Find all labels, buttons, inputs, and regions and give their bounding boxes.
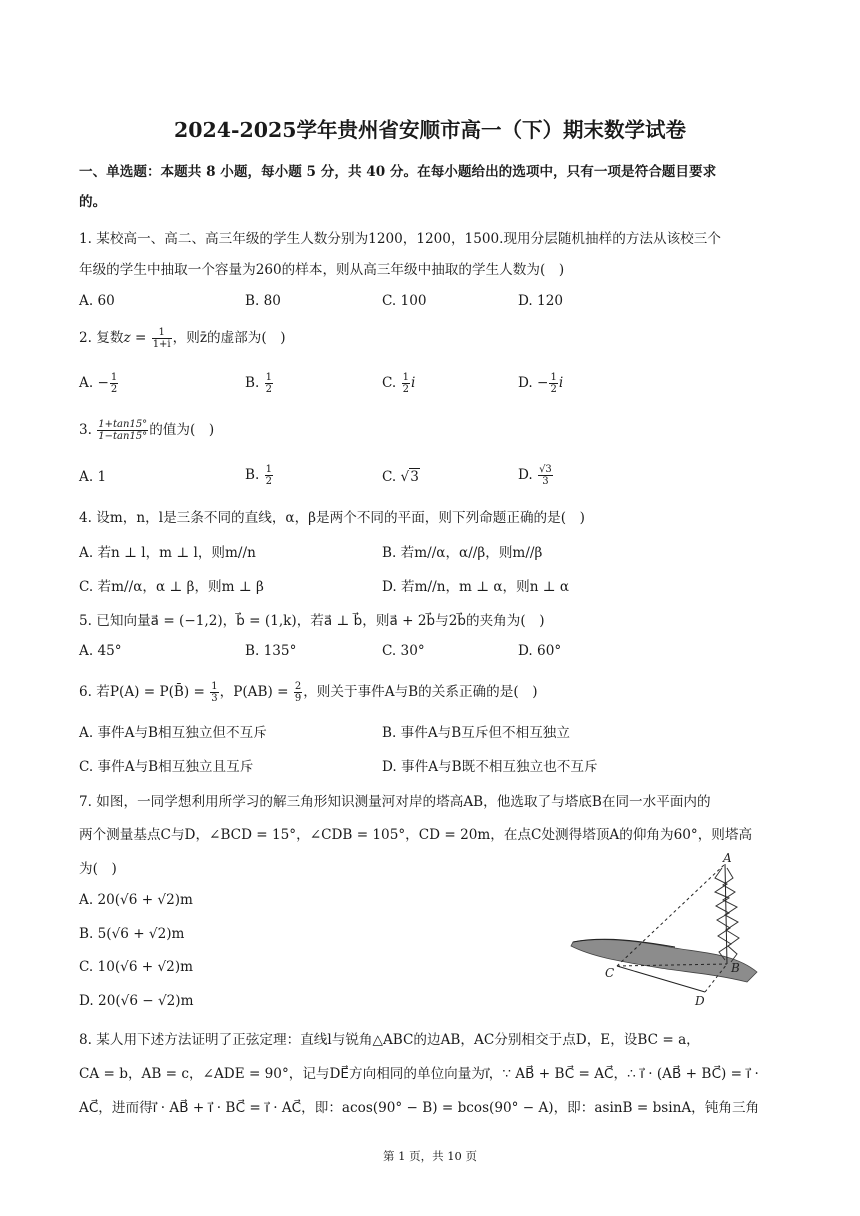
q2-prefix: 2. 复数 (79, 330, 124, 346)
q2-option-d-label: D. − (518, 375, 549, 391)
q2-var: z = (123, 330, 151, 346)
q3-option-b-label: B. (245, 467, 264, 483)
q1-option-b: B. 80 (245, 293, 281, 309)
q2-option-c-label: C. (382, 375, 401, 391)
q5-option-b: B. 135° (245, 643, 297, 659)
question-7-text-cont: 两个测量基点C与D，∠BCD = 15°，∠CDB = 105°，CD = 20m，在点C处测得塔顶A的仰角为60°，则塔高 (79, 827, 753, 843)
q4-option-c: C. 若m//α，α ⊥ β，则m ⊥ β (79, 579, 264, 595)
question-3-text (79, 418, 214, 442)
q3-option-c-radicand: 3 (410, 469, 419, 485)
q6-option-d: D. 事件A与B既不相互独立也不互斥 (382, 759, 598, 775)
label-b: B (731, 961, 740, 975)
q2-option-a (79, 372, 119, 395)
question-4-text: 4. 设m，n，l是三条不同的直线，α，β是两个不同的平面，则下列命题正确的是( ) (79, 510, 585, 526)
q4-option-b: B. 若m//α，α//β，则m//β (382, 545, 543, 561)
q2-option-c-frac (402, 372, 410, 395)
q3-fraction (97, 419, 148, 442)
q2-option-b-frac (265, 372, 273, 395)
section-heading-cont: 的。 (79, 194, 107, 210)
q3-option-c-label: C. √ (382, 469, 410, 485)
question-8-text-cont: CA = b，AB = c，∠ADE = 90°，记与DE⃗方向相同的单位向量为i⃗，∵ AB⃗ + BC⃗ = AC⃗，∴ i⃗ · (AB⃗ + BC⃗) = i⃗ · (79, 1066, 759, 1082)
frac-num: 1 (265, 372, 273, 383)
q5-option-c: C. 30° (382, 643, 425, 659)
q7-option-a: A. 20(√6 + √2)m (79, 892, 193, 908)
question-8-text-cont-2: AC⃗，进而得i⃗ · AB⃗ + i⃗ · BC⃗ = i⃗ · AC⃗，即：acos(90° − B) = bcos(90° − A)，即：asinB = bsinA，钝角三角 (79, 1100, 760, 1116)
q3-option-b (245, 464, 274, 487)
q7-option-c: C. 10(√6 + √2)m (79, 959, 194, 975)
frac-num: √3 (539, 464, 552, 475)
q6-part3: ，则关于事件A与B的关系正确的是( ) (303, 684, 538, 700)
question-6-text (79, 680, 538, 704)
frac-num: 1 (110, 372, 118, 383)
q2-frac-num: 1 (152, 327, 172, 339)
q2-option-d-tail: i (558, 375, 564, 391)
q3-option-d-label: D. (518, 467, 538, 483)
q3-prefix: 3. (79, 422, 97, 438)
q2-option-c-tail: i (410, 375, 416, 391)
q2-fraction (152, 327, 172, 350)
q6-option-b: B. 事件A与B互斥但不相互独立 (382, 725, 570, 741)
q6-option-a: A. 事件A与B相互独立但不互斥 (79, 725, 267, 741)
frac-num: 1 (550, 372, 557, 383)
q5-option-d: D. 60° (518, 643, 562, 659)
q1-option-c: C. 100 (382, 293, 427, 309)
frac-num: 1 (402, 372, 409, 383)
frac-den: 2 (265, 476, 273, 487)
frac-den: 2 (110, 384, 118, 395)
frac-den: 2 (402, 384, 409, 395)
q3-option-d (518, 464, 554, 487)
section-heading: 一、单选题：本题共 8 小题，每小题 5 分，共 40 分。在每小题给出的选项中，只有一项是符合题目要求 (79, 164, 717, 180)
label-a: A (723, 851, 732, 865)
q6-part1: 6. 若P(A) = P(B̄) = (79, 684, 210, 700)
label-d: D (695, 994, 705, 1008)
tower-figure (565, 850, 770, 1010)
q3-option-a: A. 1 (79, 469, 107, 485)
q2-option-b-label: B. (245, 375, 264, 391)
frac-num: 1 (265, 464, 273, 475)
q2-suffix: ，则z̄的虚部为( ) (172, 330, 286, 346)
question-7-text: 7. 如图，一同学想利用所学习的解三角形知识测量河对岸的塔高AB，他选取了与塔底B在同一水平面内的 (79, 794, 711, 810)
q4-option-a: A. 若n ⊥ l，m ⊥ l，则m//n (79, 545, 256, 561)
q2-frac-den: 1+i (152, 339, 171, 350)
page-title: 2024-2025学年贵州省安顺市高一（下）期末数学试卷 (173, 118, 687, 142)
q3-frac-den: 1−tan15° (98, 431, 148, 442)
q3-option-c (382, 469, 420, 485)
page-footer: 第 1 页，共 10 页 (382, 1149, 478, 1163)
question-8-text: 8. 某人用下述方法证明了正弦定理：直线l与锐角△ABC的边AB，AC分别相交于点D，E，设BC = a， (79, 1032, 700, 1048)
question-2-text (79, 326, 286, 350)
frac-den: 9 (294, 693, 302, 704)
q2-option-d-frac (549, 372, 557, 395)
question-7-text-end: 为( ) (79, 861, 117, 877)
frac-den: 3 (211, 693, 218, 704)
q2-option-b (245, 372, 274, 395)
frac-den: 3 (542, 476, 549, 487)
q2-option-c (382, 372, 415, 395)
q2-option-a-label: A. − (79, 375, 109, 391)
frac-den: 2 (265, 384, 273, 395)
question-1-text: 1. 某校高一、高二、高三年级的学生人数分别为1200，1200，1500.现用分层随机抽样的方法从该校三个 (79, 231, 721, 247)
q3-suffix: 的值为( ) (149, 422, 215, 438)
label-c: C (605, 966, 615, 980)
river-shape (571, 940, 757, 982)
q6-frac-2 (294, 681, 302, 704)
q1-option-d: D. 120 (518, 293, 564, 309)
q2-option-d (518, 372, 563, 395)
q7-option-d: D. 20(√6 − √2)m (79, 993, 194, 1009)
q3-frac-num: 1+tan15° (98, 419, 148, 430)
q4-option-d: D. 若m//n，m ⊥ α，则n ⊥ α (382, 579, 570, 595)
q6-frac-1 (210, 681, 218, 704)
q6-part2: ，P(AB) = (219, 684, 293, 700)
frac-den: 2 (550, 384, 557, 395)
q3-option-d-frac (538, 464, 553, 487)
q5-option-a: A. 45° (79, 643, 122, 659)
question-5-text: 5. 已知向量a⃗ = (−1,2)，b⃗ = (1,k)，若a⃗ ⊥ b⃗，则a⃗ + 2b⃗与2b⃗的夹角为( ) (79, 613, 545, 629)
frac-num: 1 (211, 681, 218, 692)
q7-option-b: B. 5(√6 + √2)m (79, 926, 185, 942)
q2-option-a-frac (110, 372, 118, 395)
question-1-text-cont: 年级的学生中抽取一个容量为260的样本，则从高三年级中抽取的学生人数为( ) (79, 262, 565, 278)
q6-option-c: C. 事件A与B相互独立且互斥 (79, 759, 254, 775)
q3-option-b-frac (265, 464, 273, 487)
frac-num: 2 (294, 681, 302, 692)
q1-option-a: A. 60 (79, 293, 115, 309)
